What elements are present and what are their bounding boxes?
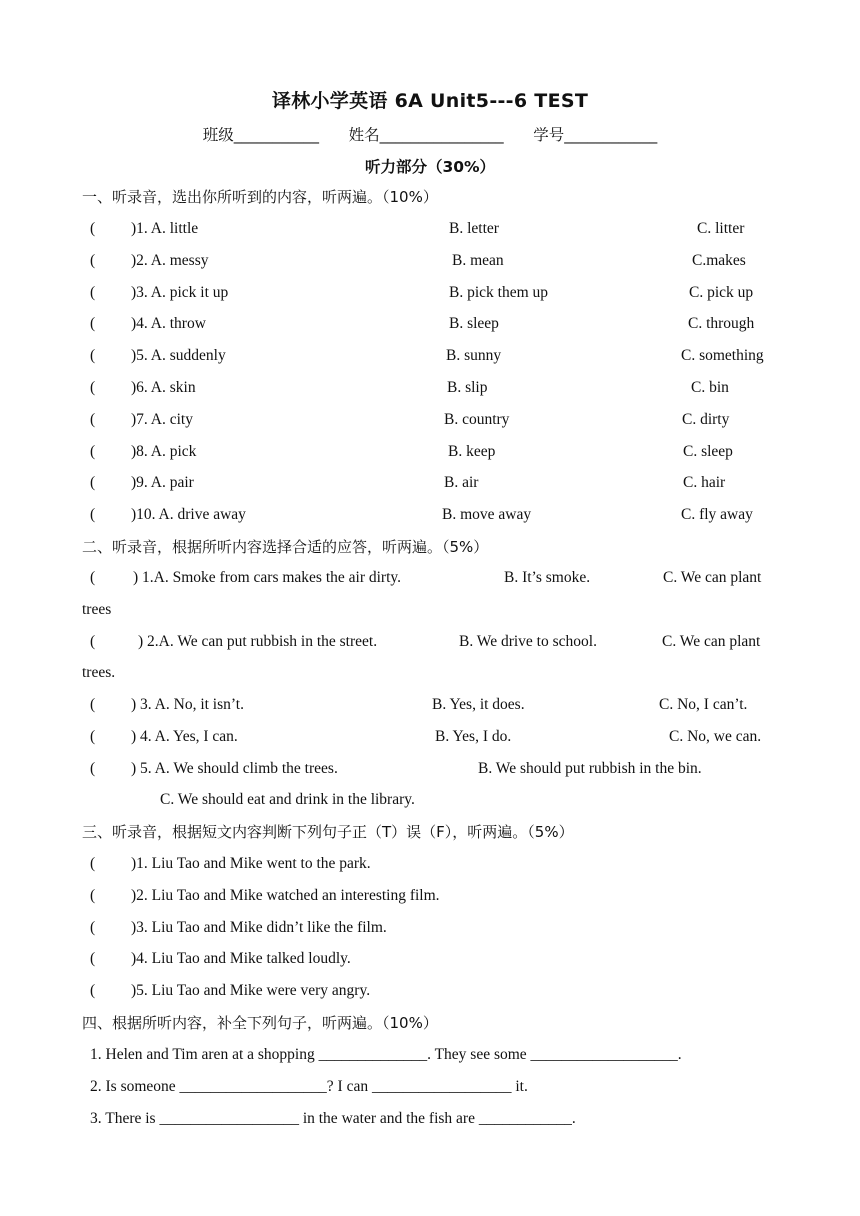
option-a: )5. A. suddenly [131, 347, 226, 365]
section1-item [0, 313, 860, 335]
section1-item [0, 409, 860, 431]
option-b: B. air [444, 474, 479, 492]
option-b: B. It’s smoke. [504, 569, 591, 586]
option-a: )2. A. messy [131, 251, 209, 269]
name-field: 姓名________________ [348, 126, 504, 144]
option-c: C. pick up [689, 283, 754, 301]
answer-paren: ( [90, 315, 96, 333]
option-a: )7. A. city [131, 410, 193, 428]
option-b: B. letter [449, 220, 499, 237]
option-a: ) 1.A. Smoke from cars makes the air dirty. [133, 569, 402, 586]
option-b: B. keep [448, 442, 496, 460]
option-b: B. move away [442, 506, 532, 524]
option-a: )3. A. pick it up [131, 283, 229, 301]
option-c: C. No, I can’t. [659, 696, 748, 713]
section4-item-1: 1. Helen and Tim aren at a shopping ______________. They see some ___________________. [90, 1046, 682, 1063]
option-a: )8. A. pick [131, 442, 197, 460]
answer-paren: ( [90, 855, 96, 872]
answer-paren: ( [90, 251, 96, 269]
section2-question-1 [0, 567, 860, 589]
section1-item [0, 218, 860, 240]
option-a: )1. A. little [131, 220, 199, 237]
section1-item [0, 504, 860, 526]
answer-paren: ( [90, 760, 96, 777]
student-info-line [0, 123, 860, 145]
section1-item [0, 472, 860, 494]
answer-paren: ( [90, 506, 96, 524]
answer-paren: ( [90, 474, 96, 492]
statement-text: )5. Liu Tao and Mike were very angry. [131, 982, 371, 1000]
answer-paren: ( [90, 442, 96, 460]
option-a: ) 3. A. No, it isn’t. [131, 696, 244, 713]
option-b: B. slip [447, 379, 488, 396]
section3-item [0, 917, 860, 939]
section3-item [0, 885, 860, 907]
answer-paren: ( [90, 283, 96, 301]
answer-paren: ( [90, 379, 96, 396]
option-a: ) 2.A. We can put rubbish in the street. [138, 633, 378, 650]
option-b: B. sleep [449, 315, 499, 333]
option-c: C. hair [683, 474, 726, 492]
section1-item [0, 345, 860, 367]
answer-paren: ( [90, 696, 96, 713]
answer-paren: ( [90, 728, 96, 745]
statement-text: )1. Liu Tao and Mike went to the park. [131, 855, 371, 872]
section2-question-5 [0, 758, 860, 780]
option-a: )6. A. skin [131, 379, 196, 396]
answer-paren: ( [90, 220, 96, 237]
section1-item [0, 250, 860, 272]
option-b: B. pick them up [449, 283, 549, 301]
option-b: B. Yes, I do. [435, 728, 512, 745]
section2-question-5-option-c: C. We should eat and drink in the library. [160, 791, 415, 808]
statement-text: )3. Liu Tao and Mike didn’t like the film. [131, 918, 387, 936]
answer-paren: ( [90, 347, 96, 365]
section1-item [0, 377, 860, 399]
option-b: B. Yes, it does. [432, 696, 525, 713]
section3-heading: 三、听录音，根据短文内容判断下列句子正（T）误（F），听两遍。（5%） [82, 823, 574, 841]
option-a: ) 4. A. Yes, I can. [131, 728, 238, 745]
option-c: C. litter [697, 220, 745, 237]
option-b: B. country [444, 410, 510, 428]
section3-item [0, 853, 860, 875]
option-b: B. sunny [446, 347, 502, 365]
section2-question-4 [0, 726, 860, 748]
option-b: B. mean [452, 251, 504, 269]
option-c: C. something [681, 347, 764, 365]
option-a: )4. A. throw [131, 315, 206, 333]
number-field: 学号____________ [533, 126, 658, 144]
answer-paren: ( [90, 410, 96, 428]
section2-question-2 [0, 631, 860, 653]
option-c: C.makes [692, 251, 746, 269]
option-c: C. bin [691, 379, 729, 396]
option-a: )9. A. pair [131, 474, 194, 492]
section1-heading: 一、听录音，选出你所听到的内容，听两遍。（10%） [82, 188, 438, 206]
answer-paren: ( [90, 886, 96, 904]
option-c: C. dirty [682, 410, 730, 428]
answer-paren: ( [90, 569, 96, 586]
option-c: C. fly away [681, 506, 753, 524]
statement-text: )2. Liu Tao and Mike watched an interesting film. [131, 886, 440, 904]
section2-question-3 [0, 694, 860, 716]
section1-item [0, 441, 860, 463]
answer-paren: ( [90, 918, 96, 936]
class-field: 班级___________ [202, 126, 320, 144]
option-c: C. sleep [683, 442, 733, 460]
answer-paren: ( [90, 633, 96, 650]
section4-item-3: 3. There is __________________ in the water and the fish are ____________. [90, 1110, 576, 1127]
answer-paren: ( [90, 950, 96, 968]
section4-heading: 四、根据所听内容，补全下列句子，听两遍。（10%） [82, 1014, 438, 1032]
section2-question-1-continued: trees [82, 601, 112, 618]
section3-item [0, 980, 860, 1002]
section1-item [0, 282, 860, 304]
option-c: C. We can plant [663, 569, 762, 586]
section4-item-2: 2. Is someone ___________________? I can __________________ it. [90, 1078, 528, 1095]
option-b: B. We drive to school. [459, 633, 597, 650]
section3-item [0, 948, 860, 970]
section2-heading: 二、听录音，根据所听内容选择合适的应答，听两遍。（5%） [82, 538, 489, 556]
listening-part-heading: 听力部分（30%） [364, 158, 496, 176]
option-a: ) 5. A. We should climb the trees. [131, 760, 338, 777]
statement-text: )4. Liu Tao and Mike talked loudly. [131, 950, 351, 968]
option-c: C. No, we can. [669, 728, 762, 745]
section2-question-2-continued: trees. [82, 664, 116, 681]
option-a: )10. A. drive away [131, 506, 246, 524]
option-b: B. We should put rubbish in the bin. [478, 760, 702, 777]
answer-paren: ( [90, 982, 96, 1000]
option-c: C. We can plant [662, 633, 761, 650]
page-title: 译林小学英语 6A Unit5---6 TEST [271, 90, 589, 112]
option-c: C. through [688, 315, 755, 333]
